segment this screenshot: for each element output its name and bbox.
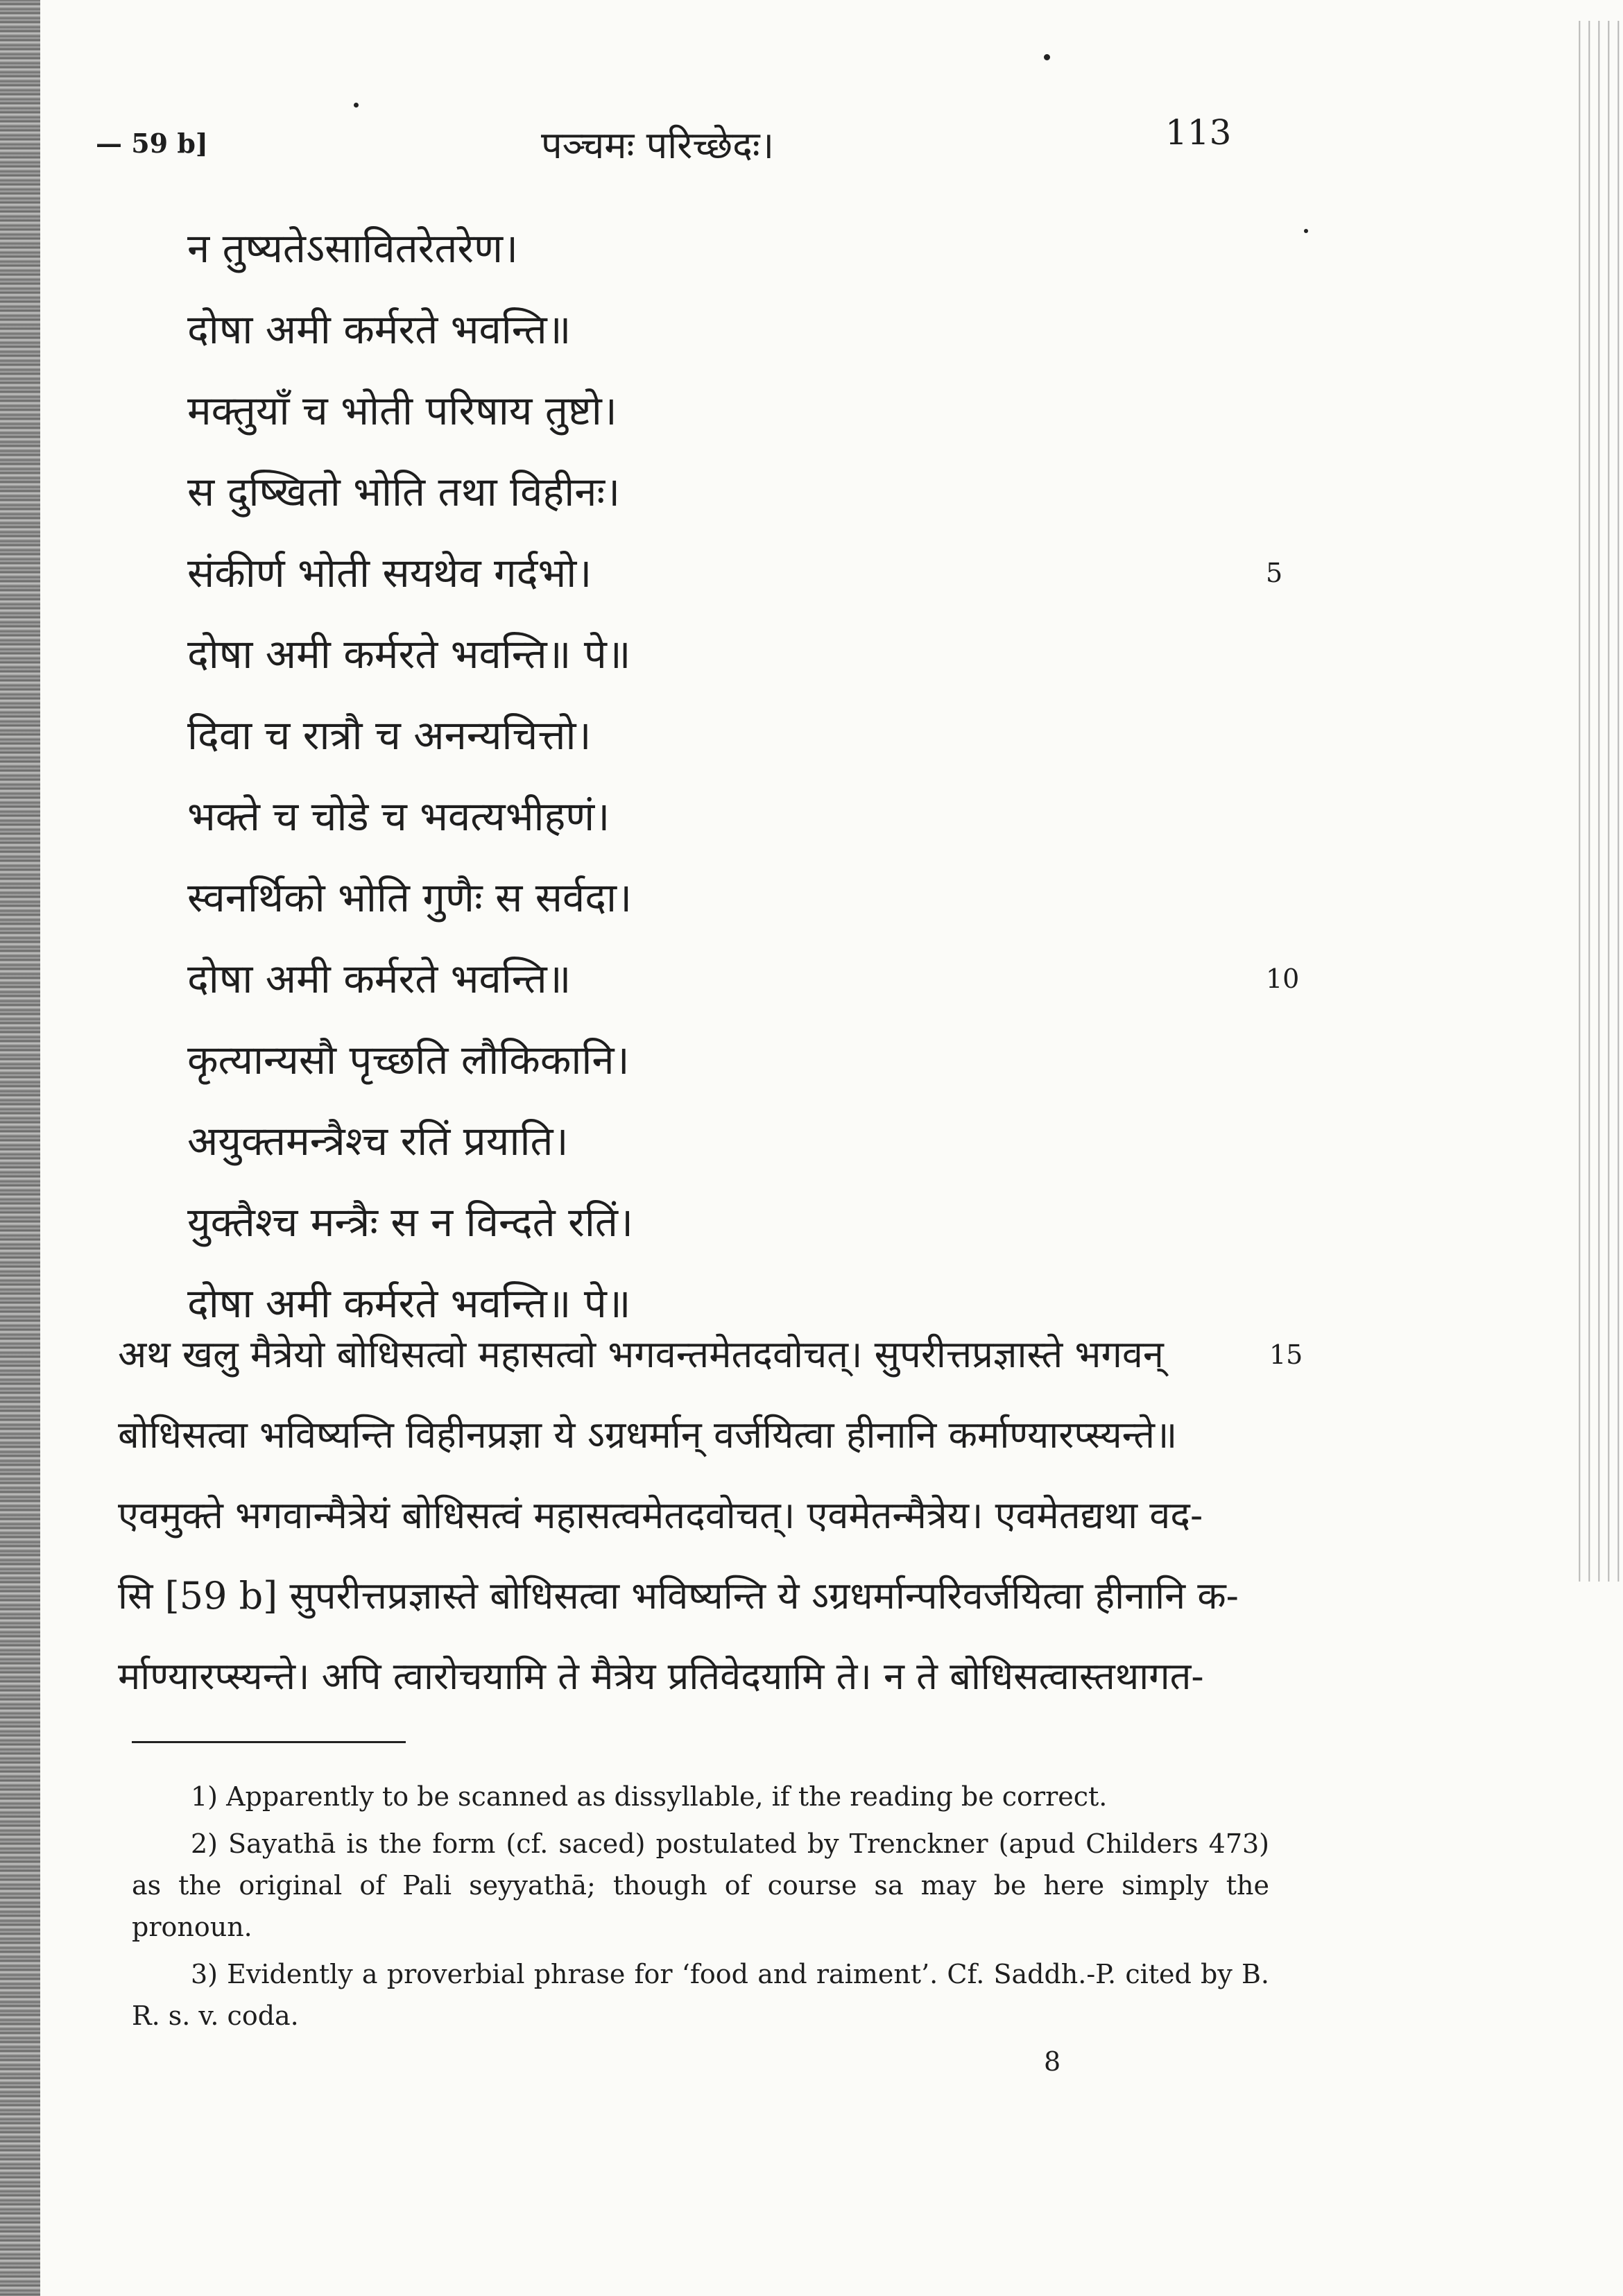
verse-line: [187, 1182, 1297, 1263]
running-head: [83, 112, 1262, 168]
prose-line: [118, 1556, 1311, 1636]
prose-line: [118, 1395, 1311, 1475]
prose-text: सि [59 b] सुपरीत्तप्रज्ञास्ते बोधिसत्वा भविष्यन्ति ये ऽग्रधर्मान्परिवर्जयित्वा हीनानि क-: [118, 1574, 1239, 1618]
binding-edge-shadow: [0, 0, 40, 2296]
verse-line: [187, 776, 1297, 857]
verse-line: [187, 533, 1297, 614]
prose-line: [118, 1314, 1311, 1395]
prose-block: [118, 1314, 1311, 1717]
verse-text: दोषा अमी कर्मरते भवन्ति॥: [187, 955, 572, 1002]
verse-text: स्वनर्थिको भोति गुणैः स सर्वदा।: [187, 874, 633, 921]
footnote-1: 1) Apparently to be scanned as dissyllable, if the reading be correct.: [191, 1781, 1108, 1812]
verse-line: [187, 857, 1297, 939]
signature-mark: 8: [1044, 2046, 1061, 2077]
prose-line: [118, 1636, 1311, 1717]
verse-line: [187, 614, 1297, 695]
chapter-title: पञ्चमः परिच्छेदः।: [541, 123, 775, 167]
ink-speck: [1304, 229, 1308, 233]
prose-text: एवमुक्ते भगवान्मैत्रेयं बोधिसत्वं महासत्वमेतदवोचत्। एवमेतन्मैत्रेय। एवमेतद्यथा वद-: [118, 1493, 1203, 1537]
verse-text: युक्तैश्च मन्त्रैः स न विन्दते रतिं।: [187, 1199, 633, 1246]
prose-line: [118, 1475, 1311, 1556]
line-number: 15: [1269, 1339, 1303, 1370]
prose-text: र्माण्यारप्स्यन्ते। अपि त्वारोचयामि ते मैत्रेय प्रतिवेदयामि ते। न ते बोधिसत्वास्तथागत-: [118, 1654, 1204, 1698]
prose-text: अथ खलु मैत्रेयो बोधिसत्वो महासत्वो भगवन्तमेतदवोचत्। सुपरीत्तप्रज्ञास्ते भगवन्: [118, 1333, 1164, 1376]
footnote-3: 3) Evidently a proverbial phrase for ‘food and raiment’. Cf. Saddh.-P. cited by B. R. s. v. coda.: [132, 1959, 1269, 2031]
verse-text: दोषा अमी कर्मरते भवन्ति॥: [187, 306, 572, 353]
footnote-2: 2) Sayathā is the form (cf. saced) postulated by Trenckner (apud Childers 473) as the original of Pali seyyathā; though of course sa may be here simply the pronoun.: [132, 1828, 1269, 1942]
verse-text: स दुष्खितो भोति तथा विहीनः।: [187, 468, 621, 515]
verse-line: [187, 289, 1297, 370]
verse-line: [187, 208, 1297, 289]
line-number: 10: [1266, 963, 1300, 994]
verse-line: [187, 695, 1297, 776]
verse-block: [187, 208, 1300, 1344]
verse-line: [187, 939, 1300, 1020]
footnote-rule: [132, 1741, 406, 1743]
verse-text: भक्ते च चोडे च भवत्यभीहणं।: [187, 793, 610, 840]
ink-speck: [1044, 54, 1050, 60]
verse-line: [187, 452, 1297, 533]
folio-reference: — 59 b]: [96, 128, 208, 159]
line-number: 5: [1266, 558, 1283, 588]
verse-line: [187, 1101, 1297, 1182]
verse-text: दोषा अमी कर्मरते भवन्ति॥ पे॥: [187, 631, 631, 678]
verse-line: [187, 370, 1297, 452]
ink-speck: [354, 103, 359, 108]
verse-text: कृत्यान्यसौ पृच्छति लौकिकानि।: [187, 1036, 630, 1083]
verse-line: [187, 1020, 1297, 1101]
page-edge-shadow: [1574, 21, 1623, 1582]
verse-text: न तुष्यतेऽसावितरेतरेण।: [187, 225, 519, 272]
prose-text: बोधिसत्वा भविष्यन्ति विहीनप्रज्ञा ये ऽग्रधर्मान् वर्जयित्वा हीनानि कर्माण्यारप्स्यन्ते॥: [118, 1413, 1178, 1457]
verse-text: मक्तुयाँ च भोती परिषाय तुष्टो।: [187, 387, 617, 434]
footnotes: [132, 1776, 1269, 2042]
verse-text: अयुक्तमन्त्रैश्च रतिं प्रयाति।: [187, 1117, 569, 1165]
verse-text: दोषा अमी कर्मरते भवन्ति॥ पे॥: [187, 1280, 631, 1327]
verse-text: संकीर्ण भोती सयथेव गर्दभो।: [187, 549, 592, 597]
verse-text: दिवा च रात्रौ च अनन्यचित्तो।: [187, 712, 592, 759]
page-number: 113: [1165, 112, 1232, 153]
